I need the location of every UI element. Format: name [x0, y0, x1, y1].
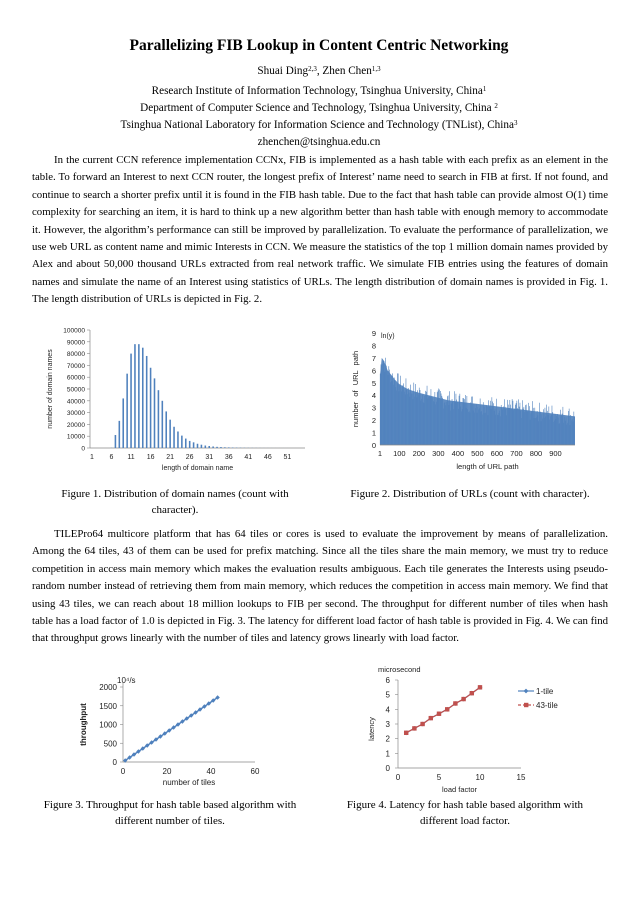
- bar: [165, 411, 167, 448]
- data-point: [420, 722, 424, 726]
- y-tick-label: 7: [371, 353, 376, 363]
- author-2: Zhen Chen: [322, 65, 372, 77]
- y-tick-label: 80000: [66, 351, 85, 359]
- x-tick-label: 0: [120, 767, 126, 776]
- paragraph-1: [32, 152, 608, 309]
- x-tick-label: 800: [529, 449, 543, 458]
- data-point: [445, 707, 449, 711]
- x-tick-label: 6: [109, 454, 114, 461]
- x-tick-label: 700: [510, 449, 523, 458]
- x-tick-label: 46: [263, 454, 272, 461]
- x-tick-label: 15: [516, 773, 526, 782]
- y-axis-label: latency: [367, 717, 376, 741]
- y-tick-label: 6: [371, 366, 376, 376]
- author-line: [0, 63, 638, 79]
- bar: [177, 431, 179, 448]
- bar: [134, 344, 136, 448]
- data-point: [461, 697, 465, 701]
- x-tick-label: 900: [549, 449, 562, 458]
- y-tick-label: 40000: [66, 398, 85, 406]
- x-tick-label: 100: [393, 449, 406, 458]
- author-separator: ,: [316, 65, 323, 77]
- y-tick-label: 1000: [99, 720, 117, 730]
- paragraph-2-text: TILEPro64 multicore platform that has 64 tiles or cores is used to evaluate the improvement by means of parallelization. Among the 64 tiles, 43 of them can be used for prefix matching. Since all the tiles share the main memory, we must try to reduce competition in access main memory which makes the evaluation results ambiguous. Each tile generates the Interests using pseudo-random number instead of retrieving them from main memory, which reduces the competition in access main memory. We find that using 43 tiles, we can reach about 18 million lookups to FIB per second. The throughput for different number of tiles when hash table has a load factor of 1.0 is depicted in Fig. 3. The latency for different load factor of hash table is provided in Fig. 4. We can find that throughput grows linearly with the number of tiles and latency grows linearly with load factor.: [32, 528, 608, 645]
- paper-title: Parallelizing FIB Lookup in Content Centric Networking: [129, 37, 509, 54]
- bar: [193, 442, 195, 448]
- figure-4-chart: [358, 663, 598, 795]
- x-axis-label: number of tiles: [162, 778, 216, 787]
- x-tick-label: 21: [166, 454, 175, 461]
- y-tick-label: 60000: [66, 374, 85, 382]
- x-tick-label: 20: [162, 767, 172, 776]
- data-point: [453, 701, 457, 705]
- y-tick-label: 1: [385, 749, 390, 759]
- x-tick-label: 16: [146, 454, 155, 461]
- bar: [122, 398, 124, 448]
- x-tick-label: 200: [412, 449, 426, 458]
- y-tick-label: 100000: [63, 327, 85, 335]
- x-tick-label: 1: [90, 454, 94, 461]
- x-axis-label: length of domain name: [161, 465, 234, 472]
- x-axis-label: length of URL path: [456, 462, 519, 471]
- figure-1-caption: Figure 1. Distribution of domain names (count with character).: [61, 488, 289, 516]
- legend-marker: [524, 689, 529, 694]
- y-tick-label: 4: [385, 705, 390, 715]
- y-tick-label: 3: [385, 720, 390, 729]
- y-tick-label: 2: [371, 416, 376, 426]
- y-tick-label: 2000: [99, 683, 117, 692]
- y-tick-label: 4: [371, 391, 376, 401]
- y-tick-label: 8: [371, 341, 376, 351]
- bar: [173, 427, 175, 448]
- x-tick-label: 1: [377, 449, 383, 458]
- data-point: [437, 712, 441, 716]
- affiliation-3-text: Tsinghua National Laboratory for Information Science and Technology (TNList), China: [120, 119, 514, 131]
- y-tick-label: 1500: [99, 701, 117, 711]
- y-tick-label: 0: [385, 764, 390, 773]
- bar: [201, 445, 203, 448]
- x-tick-label: 300: [432, 449, 445, 458]
- data-point: [412, 726, 416, 730]
- author-1: Shuai Ding: [257, 65, 309, 77]
- y-tick-label: 6: [385, 676, 390, 685]
- bar: [189, 441, 191, 448]
- bar: [205, 446, 207, 448]
- y-tick-label: 50000: [66, 386, 85, 394]
- x-tick-label: 26: [185, 454, 194, 461]
- x-axis-label: load factor: [441, 785, 478, 794]
- y-tick-label: 0: [112, 758, 117, 767]
- x-tick-label: 5: [436, 773, 442, 782]
- y-unit-label: microsecond: [378, 665, 421, 674]
- y-axis-label: throughput: [79, 703, 88, 746]
- y-axis-label: number of URL path: [351, 350, 360, 428]
- bar: [212, 446, 214, 448]
- affiliation-1: [0, 83, 638, 99]
- series-line-43-tile: [406, 687, 480, 732]
- y-tick-label: 3: [371, 403, 376, 413]
- affiliation-2-sup: 2: [494, 102, 498, 110]
- figure-2-chart: [345, 325, 590, 475]
- author-1-affil: 2,3: [308, 65, 317, 73]
- y-tick-label: 1: [371, 428, 376, 438]
- x-tick-label: 31: [205, 454, 214, 461]
- x-tick-label: 500: [471, 449, 484, 458]
- bar: [146, 356, 148, 448]
- bar: [142, 348, 144, 448]
- x-tick-label: 60: [250, 767, 260, 776]
- figure-2-caption: Figure 2. Distribution of URLs (count with character).: [350, 488, 590, 500]
- data-point: [404, 731, 408, 735]
- bar: [181, 436, 183, 448]
- paragraph-1-text: In the current CCN reference implementation CCNx, FIB is implemented as a hash table with each prefix as an element in the table. To forward an Interest to next CCN router, the longest prefix of Interest’ name need to search in FIB at first. If not found, and continue to search a shorter prefix until it is found in the FIB hash table. Due to the fact that hash table can provide almost O(1) time complexity for searching an item, it is hard to think up a new algorithm better than hash table with enough memory to accommodate it. However, the algorithm’s performance can still be improved by parallelization. To evaluate the performance of parallelization, we use web URL as content name and mimic Interests in CCN. We measure the statistics of the top 1 million domain names provided by Alex and about 50,000 thousand URLs extracted from real network traffic. We simulate FIB entries using the features of domain names and simulate the name of an Interest using statistics of URLs. The length distribution of domain names is provided in Fig. 1. The length distribution of URLs is depicted in Fig. 2.: [32, 154, 608, 306]
- x-tick-label: 40: [206, 767, 216, 776]
- bar: [119, 421, 121, 448]
- figure-1-chart: [40, 320, 320, 480]
- bar: [138, 344, 140, 448]
- bar: [216, 447, 218, 448]
- bar: [197, 444, 199, 448]
- x-tick-label: 400: [451, 449, 465, 458]
- affiliation-3-sup: 3: [513, 119, 518, 127]
- y-annotation: ln(y): [381, 333, 395, 340]
- y-unit-label: 10⁴/s: [117, 676, 136, 685]
- x-tick-label: 41: [244, 454, 253, 461]
- figure-3-caption: Figure 3. Throughput for hash table based algorithm with different number of tiles.: [43, 799, 297, 827]
- figure-3-chart: [70, 670, 270, 795]
- y-tick-label: 9: [371, 329, 376, 338]
- series-line-1-tile: [406, 687, 480, 732]
- bar: [162, 401, 164, 448]
- bar: [228, 447, 230, 448]
- x-tick-label: 36: [224, 454, 233, 461]
- bar: [154, 378, 156, 448]
- data-point: [478, 685, 482, 689]
- bar: [130, 354, 132, 448]
- y-tick-label: 30000: [66, 410, 85, 418]
- bar: [158, 390, 160, 448]
- bar: [224, 447, 226, 448]
- affiliation-3: [0, 117, 638, 133]
- affiliation-1-text: Research Institute of Information Technology, Tsinghua University, China: [151, 85, 483, 97]
- data-point: [470, 691, 474, 695]
- bar: [220, 447, 222, 448]
- y-tick-label: 0: [81, 445, 85, 453]
- y-tick-label: 0: [371, 441, 376, 450]
- y-tick-label: 20000: [66, 421, 85, 429]
- bar: [169, 420, 171, 448]
- y-tick-label: 70000: [66, 362, 85, 370]
- x-tick-label: 600: [490, 449, 504, 458]
- bar: [115, 435, 117, 448]
- x-tick-label: 11: [127, 454, 135, 461]
- legend-marker: [524, 703, 528, 707]
- x-tick-label: 51: [283, 454, 292, 461]
- affiliation-2-text: Department of Computer Science and Technology, Tsinghua University, China: [140, 102, 495, 114]
- paragraph-2: [32, 526, 608, 648]
- email[interactable]: zhenchen@tsinghua.edu.cn: [257, 136, 381, 148]
- y-tick-label: 2: [385, 734, 390, 744]
- legend-label: 43-tile: [536, 701, 558, 710]
- y-tick-label: 10000: [66, 433, 85, 441]
- legend-label: 1-tile: [536, 687, 554, 696]
- y-tick-label: 5: [371, 378, 376, 388]
- author-2-affil: 1,3: [371, 65, 381, 73]
- y-tick-label: 90000: [66, 339, 85, 347]
- y-tick-label: 5: [385, 690, 390, 700]
- data-point: [429, 716, 433, 720]
- bar: [150, 368, 152, 448]
- figure-4-caption: Figure 4. Latency for hash table based algorithm with different load factor.: [346, 799, 584, 827]
- y-axis-label: number of domain names: [47, 349, 54, 429]
- x-tick-label: 10: [475, 773, 485, 782]
- bar: [185, 439, 187, 448]
- x-tick-label: 0: [395, 773, 401, 782]
- affiliation-1-sup: 1: [482, 85, 487, 93]
- bar: [126, 374, 128, 448]
- y-tick-label: 500: [103, 739, 117, 749]
- bar: [208, 446, 210, 448]
- affiliation-2: [0, 100, 638, 116]
